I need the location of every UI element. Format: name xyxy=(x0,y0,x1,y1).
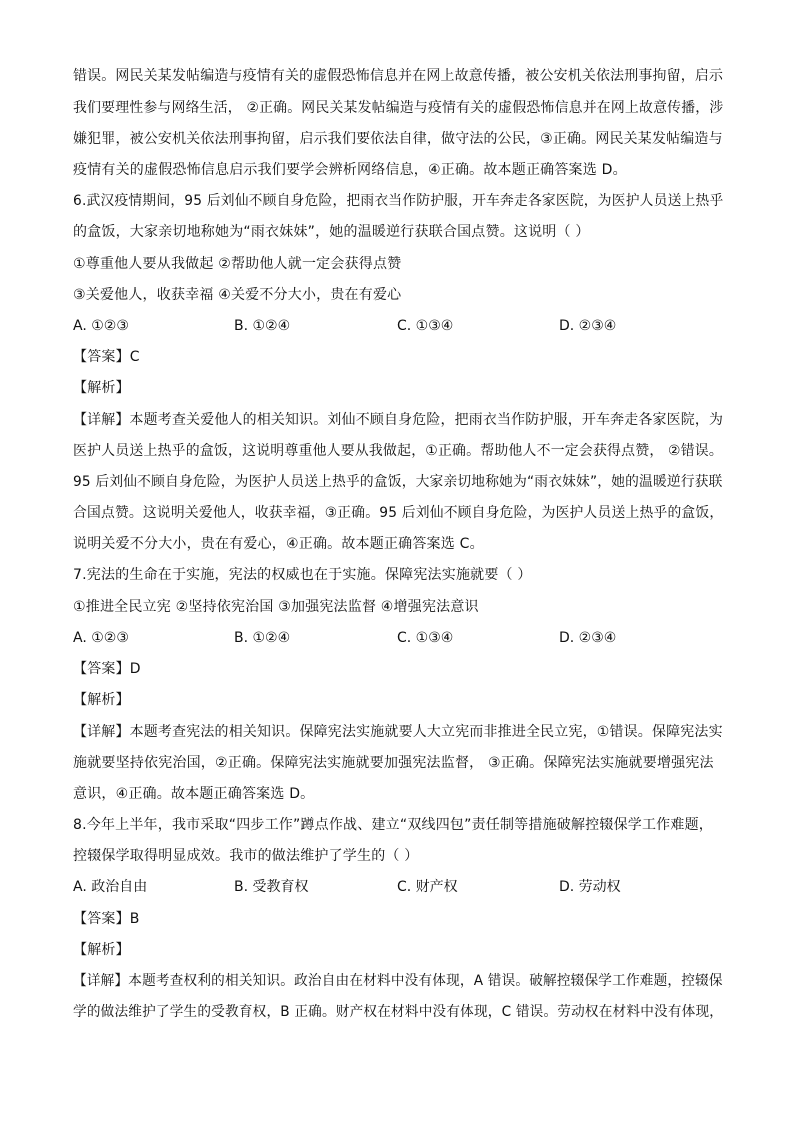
q7-detail-line: 意识，④正确。故本题正确答案选 D。 xyxy=(73,786,315,802)
q8-detail-line: 【详解】本题考查权利的相关知识。政治自由在材料中没有体现，A 错误。破解控辍保学工作难题，控辍保 xyxy=(73,973,723,989)
q6-option-c: C. ①③④ xyxy=(397,318,454,334)
intro-line: 疫情有关的虚假恐怖信息启示我们要学会辨析网络信息，④正确。故本题正确答案选 D。 xyxy=(73,162,627,178)
q6-detail-line: 说明关爱不分大小，贵在有爱心，④正确。故本题正确答案选 C。 xyxy=(73,536,484,552)
q8-option-a: A. 政治自由 xyxy=(73,879,148,895)
q6-analysis-label: 【解析】 xyxy=(73,380,130,396)
q7-detail-line: 施就要坚持依宪治国，②正确。保障宪法实施就要加强宪法监督， ③正确。保障宪法实施就要增强宪法 xyxy=(73,755,714,771)
q8-option-b: B. 受教育权 xyxy=(234,879,309,895)
intro-line: 我们要理性参与网络生活， ②正确。网民关某发帖编造与疫情有关的虚假恐怖信息并在网上故意传播，涉 xyxy=(73,100,724,116)
q8-stem-line: 8.今年上半年，我市采取“四步工作”蹲点作战、建立“双线四包”责任制等措施破解控辍保学工作难题， xyxy=(73,817,713,833)
q8-option-d: D. 劳动权 xyxy=(559,879,621,895)
q8-detail-line: 学的做法维护了学生的受教育权，B 正确。财产权在材料中没有体现，C 错误。劳动权在材料中没有体现， xyxy=(73,1004,724,1020)
q6-answer: 【答案】C xyxy=(73,349,140,365)
q6-stem-line: 的盒饭，大家亲切地称她为“雨衣妹妹”，她的温暖逆行获联合国点赞。这说明（ ） xyxy=(73,224,590,240)
intro-line: 嫌犯罪，被公安机关依法刑事拘留，启示我们要依法自律，做守法的公民，③正确。网民关某发帖编造与 xyxy=(73,131,723,147)
q6-stem-line: 6.武汉疫情期间，95 后刘仙不顾自身危险，把雨衣当作防护服，开车奔走各家医院，为医护人员送上热乎 xyxy=(73,193,724,209)
q8-option-c: C. 财产权 xyxy=(397,879,458,895)
q6-option-d: D. ②③④ xyxy=(559,318,617,334)
q7-analysis-label: 【解析】 xyxy=(73,692,130,708)
q8-answer: 【答案】B xyxy=(73,911,140,927)
q6-statement: ③关爱他人，收获幸福 ④关爱不分大小，贵在有爱心 xyxy=(73,287,402,303)
q7-answer: 【答案】D xyxy=(73,661,141,677)
intro-line: 错误。网民关某发帖编造与疫情有关的虚假恐怖信息并在网上故意传播，被公安机关依法刑事拘留，启示 xyxy=(73,68,724,84)
q6-detail-line: 【详解】本题考查关爱他人的相关知识。刘仙不顾自身危险，把雨衣当作防护服，开车奔走各家医院，为 xyxy=(73,412,724,428)
q7-option-a: A. ①②③ xyxy=(73,630,129,646)
q7-statement: ①推进全民立宪 ②坚持依宪治国 ③加强宪法监督 ④增强宪法意识 xyxy=(73,599,479,615)
q7-option-b: B. ①②④ xyxy=(234,630,291,646)
q6-detail-line: 医护人员送上热乎的盒饭，这说明尊重他人要从我做起，①正确。帮助他人不一定会获得点赞， ②错误。 xyxy=(73,443,723,459)
q6-option-a: A. ①②③ xyxy=(73,318,129,334)
q6-detail-line: 95 后刘仙不顾自身危险，为医护人员送上热乎的盒饭，大家亲切地称她为“雨衣妹妹”，她的温暖逆行获联 xyxy=(73,474,723,490)
q7-stem-line: 7.宪法的生命在于实施，宪法的权威也在于实施。保障宪法实施就要（ ） xyxy=(73,567,532,583)
q7-detail-line: 【详解】本题考查宪法的相关知识。保障宪法实施就要人大立宪而非推进全民立宪，①错误。保障宪法实 xyxy=(73,724,723,740)
q6-option-b: B. ①②④ xyxy=(234,318,291,334)
q8-stem-line: 控辍保学取得明显成效。我市的做法维护了学生的（ ） xyxy=(73,848,419,864)
q8-analysis-label: 【解析】 xyxy=(73,942,130,958)
q6-statement: ①尊重他人要从我做起 ②帮助他人就一定会获得点赞 xyxy=(73,256,402,272)
q6-detail-line: 合国点赞。这说明关爱他人，收获幸福，③正确。95 后刘仙不顾自身危险，为医护人员送上热乎的盒饭， xyxy=(73,505,724,521)
q7-option-d: D. ②③④ xyxy=(559,630,617,646)
q7-option-c: C. ①③④ xyxy=(397,630,454,646)
